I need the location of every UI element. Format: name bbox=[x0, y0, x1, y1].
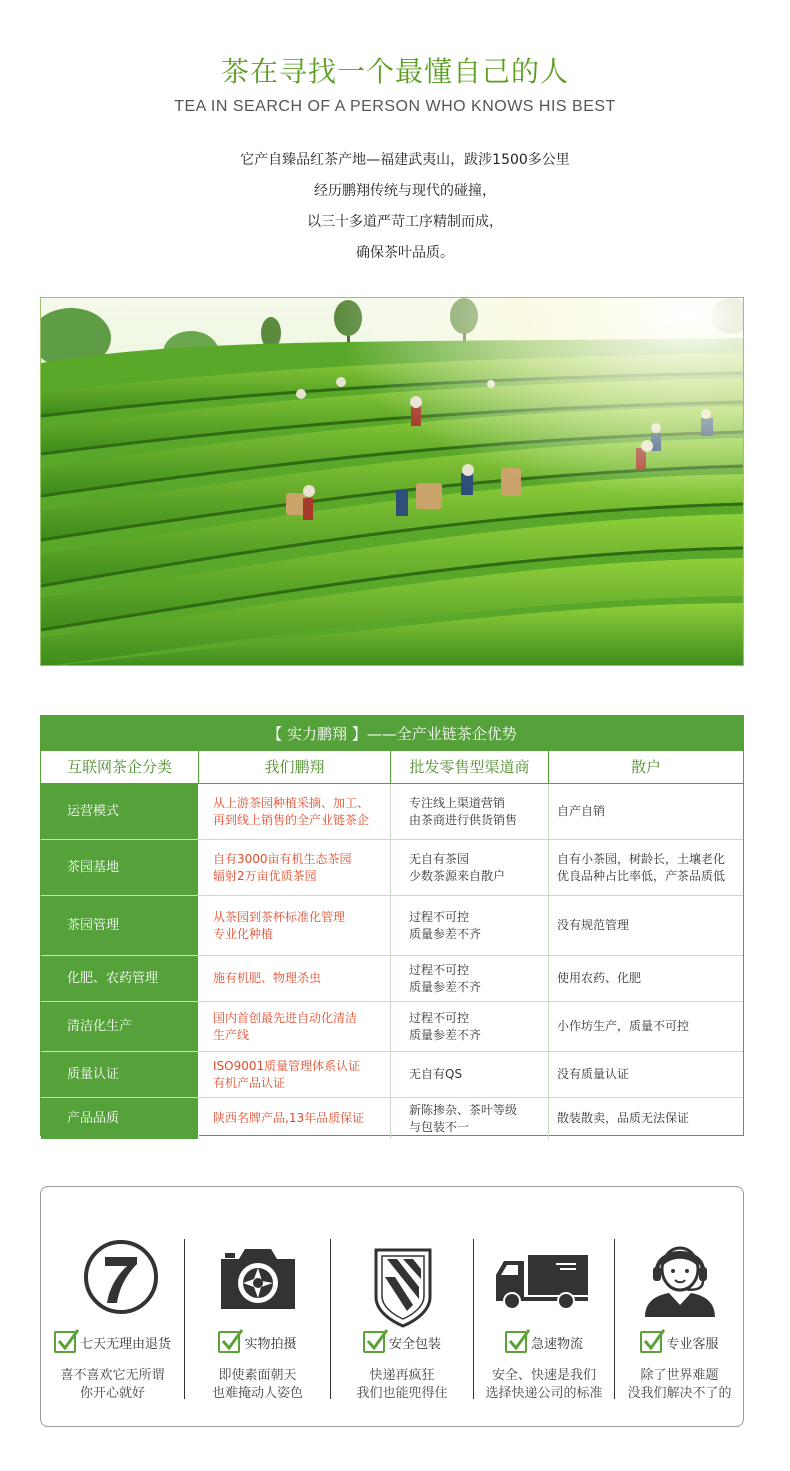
cell-line: 无自有茶园 bbox=[409, 851, 470, 866]
page-title: 茶在寻找一个最懂自己的人 bbox=[220, 55, 569, 88]
shield-icon bbox=[373, 1247, 433, 1333]
table-row bbox=[41, 896, 743, 956]
cell-line: 施有机肥、物理杀虫 bbox=[213, 971, 322, 985]
row-wholesale bbox=[391, 784, 549, 839]
row-ours bbox=[199, 1098, 391, 1139]
service-item bbox=[331, 1187, 473, 1427]
service-desc bbox=[41, 1367, 184, 1403]
service-desc bbox=[615, 1367, 744, 1403]
check-icon bbox=[363, 1331, 385, 1353]
header-ours: 我们鹏翔 bbox=[199, 751, 391, 783]
comparison-table bbox=[40, 715, 744, 1136]
row-wholesale bbox=[391, 1098, 549, 1139]
service-item bbox=[185, 1187, 330, 1427]
row-ours bbox=[199, 1052, 391, 1097]
service-desc bbox=[474, 1367, 614, 1403]
service-desc-line: 安全、快速是我们 bbox=[491, 1368, 596, 1383]
cell-line: 小作坊生产，质量不可控 bbox=[557, 1019, 690, 1033]
row-ours bbox=[199, 956, 391, 1001]
row-retail bbox=[549, 1002, 743, 1051]
row-retail bbox=[549, 956, 743, 1001]
row-retail bbox=[549, 896, 743, 955]
service-item bbox=[474, 1187, 614, 1427]
cell-line: 新陈掺杂、茶叶等级 bbox=[409, 1102, 518, 1117]
service-desc-line: 喜不喜欢它无所谓 bbox=[60, 1368, 165, 1383]
intro-line: 确保茶叶品质。 bbox=[356, 245, 454, 261]
check-icon bbox=[218, 1331, 240, 1353]
cell-line: 辐射2万亩优质茶园 bbox=[213, 868, 317, 883]
row-ours bbox=[199, 896, 391, 955]
truck-icon bbox=[494, 1253, 590, 1315]
cell-line: 没有质量认证 bbox=[557, 1067, 630, 1081]
cell-line: 再到线上销售的全产业链茶企 bbox=[213, 812, 370, 827]
header-retail: 散户 bbox=[630, 758, 661, 776]
service-label: 急速物流 bbox=[530, 1336, 583, 1352]
row-wholesale bbox=[391, 1002, 549, 1051]
cell-line: 优良品种占比率低，产茶品质低 bbox=[557, 868, 726, 883]
row-retail bbox=[549, 1098, 743, 1139]
cell-line: 专注线上渠道营销 bbox=[409, 795, 506, 810]
table-row bbox=[41, 956, 743, 1002]
service-desc-line: 我们也能兜得住 bbox=[356, 1386, 448, 1401]
row-ours bbox=[199, 1002, 391, 1051]
cell-line: 专业化种植 bbox=[213, 926, 274, 941]
tea-plantation-photo bbox=[40, 297, 744, 666]
table-row bbox=[41, 840, 743, 896]
service-desc-line: 也难掩动人姿色 bbox=[211, 1386, 303, 1401]
row-category: 茶园基地 bbox=[41, 840, 199, 895]
service-desc-line: 快递再疯狂 bbox=[369, 1368, 435, 1383]
table-row bbox=[41, 784, 743, 840]
page-subtitle: TEA IN SEARCH OF A PERSON WHO KNOWS HIS BEST bbox=[174, 98, 616, 115]
cell-line: 质量参差不齐 bbox=[409, 1027, 482, 1042]
row-ours bbox=[199, 840, 391, 895]
row-wholesale bbox=[391, 840, 549, 895]
row-wholesale bbox=[391, 1052, 549, 1097]
row-category: 产品品质 bbox=[41, 1098, 199, 1139]
row-wholesale bbox=[391, 896, 549, 955]
cell-line: 有机产品认证 bbox=[213, 1075, 286, 1090]
service-desc bbox=[185, 1367, 330, 1403]
table-title: 【 实力鹏翔 】——全产业链茶企优势 bbox=[41, 716, 743, 751]
intro-line: 经历鹏翔传统与现代的碰撞， bbox=[314, 183, 496, 199]
cell-line: 质量参差不齐 bbox=[409, 926, 482, 941]
cell-line: 从茶园到茶杯标准化管理 bbox=[213, 909, 346, 924]
header-wholesale: 批发零售型渠道商 bbox=[391, 751, 549, 783]
cell-line: 国内首创最先进自动化清洁 bbox=[213, 1010, 358, 1025]
row-retail bbox=[549, 840, 743, 895]
cell-line: 自有小茶园，树龄长，土壤老化 bbox=[557, 851, 726, 866]
row-wholesale bbox=[391, 956, 549, 1001]
table-body bbox=[41, 784, 743, 1139]
intro-line: 以三十多道严苛工序精制而成， bbox=[307, 214, 503, 230]
cell-line: 生产线 bbox=[213, 1027, 250, 1042]
cell-line: 由茶商进行供货销售 bbox=[409, 812, 518, 827]
row-ours bbox=[199, 784, 391, 839]
cell-line: 与包装不一 bbox=[409, 1119, 470, 1134]
cell-line: 从上游茶园种植采摘、加工、 bbox=[213, 795, 370, 810]
service-desc-line: 即使素面朝天 bbox=[218, 1368, 297, 1383]
cell-line: 质量参差不齐 bbox=[409, 979, 482, 994]
row-category: 茶园管理 bbox=[41, 896, 199, 955]
check-icon bbox=[505, 1331, 527, 1353]
service-label: 专业客服 bbox=[666, 1336, 719, 1352]
service-guarantees bbox=[40, 1186, 744, 1427]
cell-line: 过程不可控 bbox=[409, 1010, 470, 1025]
intro-text bbox=[0, 146, 790, 270]
cell-line: 陕西名牌产品,13年品质保证 bbox=[213, 1111, 365, 1125]
service-label: 七天无理由退货 bbox=[79, 1336, 171, 1352]
cell-line: 过程不可控 bbox=[409, 909, 470, 924]
row-category: 化肥、农药管理 bbox=[41, 956, 199, 1001]
cell-line: 散装散卖，品质无法保证 bbox=[557, 1111, 690, 1125]
table-row bbox=[41, 1098, 743, 1139]
service-desc-line: 选择快递公司的标准 bbox=[485, 1386, 603, 1401]
service-item bbox=[41, 1187, 184, 1427]
service-desc-line: 除了世界难题 bbox=[640, 1368, 719, 1383]
seven-day-icon bbox=[81, 1237, 161, 1321]
row-category: 运营模式 bbox=[41, 784, 199, 839]
customer-service-icon bbox=[643, 1239, 717, 1321]
service-desc bbox=[331, 1367, 473, 1403]
cell-line: 少数茶源来自散户 bbox=[409, 868, 506, 883]
row-retail bbox=[549, 1052, 743, 1097]
cell-line: ISO9001质量管理体系认证 bbox=[213, 1058, 361, 1073]
service-item bbox=[615, 1187, 744, 1427]
service-desc-line: 没我们解决不了的 bbox=[627, 1386, 732, 1401]
service-label: 安全包装 bbox=[388, 1336, 441, 1352]
cell-line: 自产自销 bbox=[557, 804, 606, 818]
camera-icon bbox=[217, 1245, 299, 1317]
cell-line: 过程不可控 bbox=[409, 962, 470, 977]
table-row bbox=[41, 1002, 743, 1052]
header-category: 互联网茶企分类 bbox=[41, 751, 199, 783]
check-icon bbox=[54, 1331, 76, 1353]
service-desc-line: 你开心就好 bbox=[79, 1386, 145, 1401]
check-icon bbox=[640, 1331, 662, 1353]
cell-line: 自有3000亩有机生态茶园 bbox=[213, 851, 352, 866]
cell-line: 使用农药、化肥 bbox=[557, 971, 642, 985]
service-label: 实物拍摄 bbox=[244, 1336, 297, 1352]
row-category: 清洁化生产 bbox=[41, 1002, 199, 1051]
intro-line: 它产自臻品红茶产地—福建武夷山，跋涉1500多公里 bbox=[240, 152, 570, 168]
cell-line: 无自有QS bbox=[409, 1067, 463, 1081]
row-retail bbox=[549, 784, 743, 839]
row-category: 质量认证 bbox=[41, 1052, 199, 1097]
table-header-row bbox=[41, 751, 743, 784]
table-row bbox=[41, 1052, 743, 1098]
cell-line: 没有规范管理 bbox=[557, 918, 630, 932]
